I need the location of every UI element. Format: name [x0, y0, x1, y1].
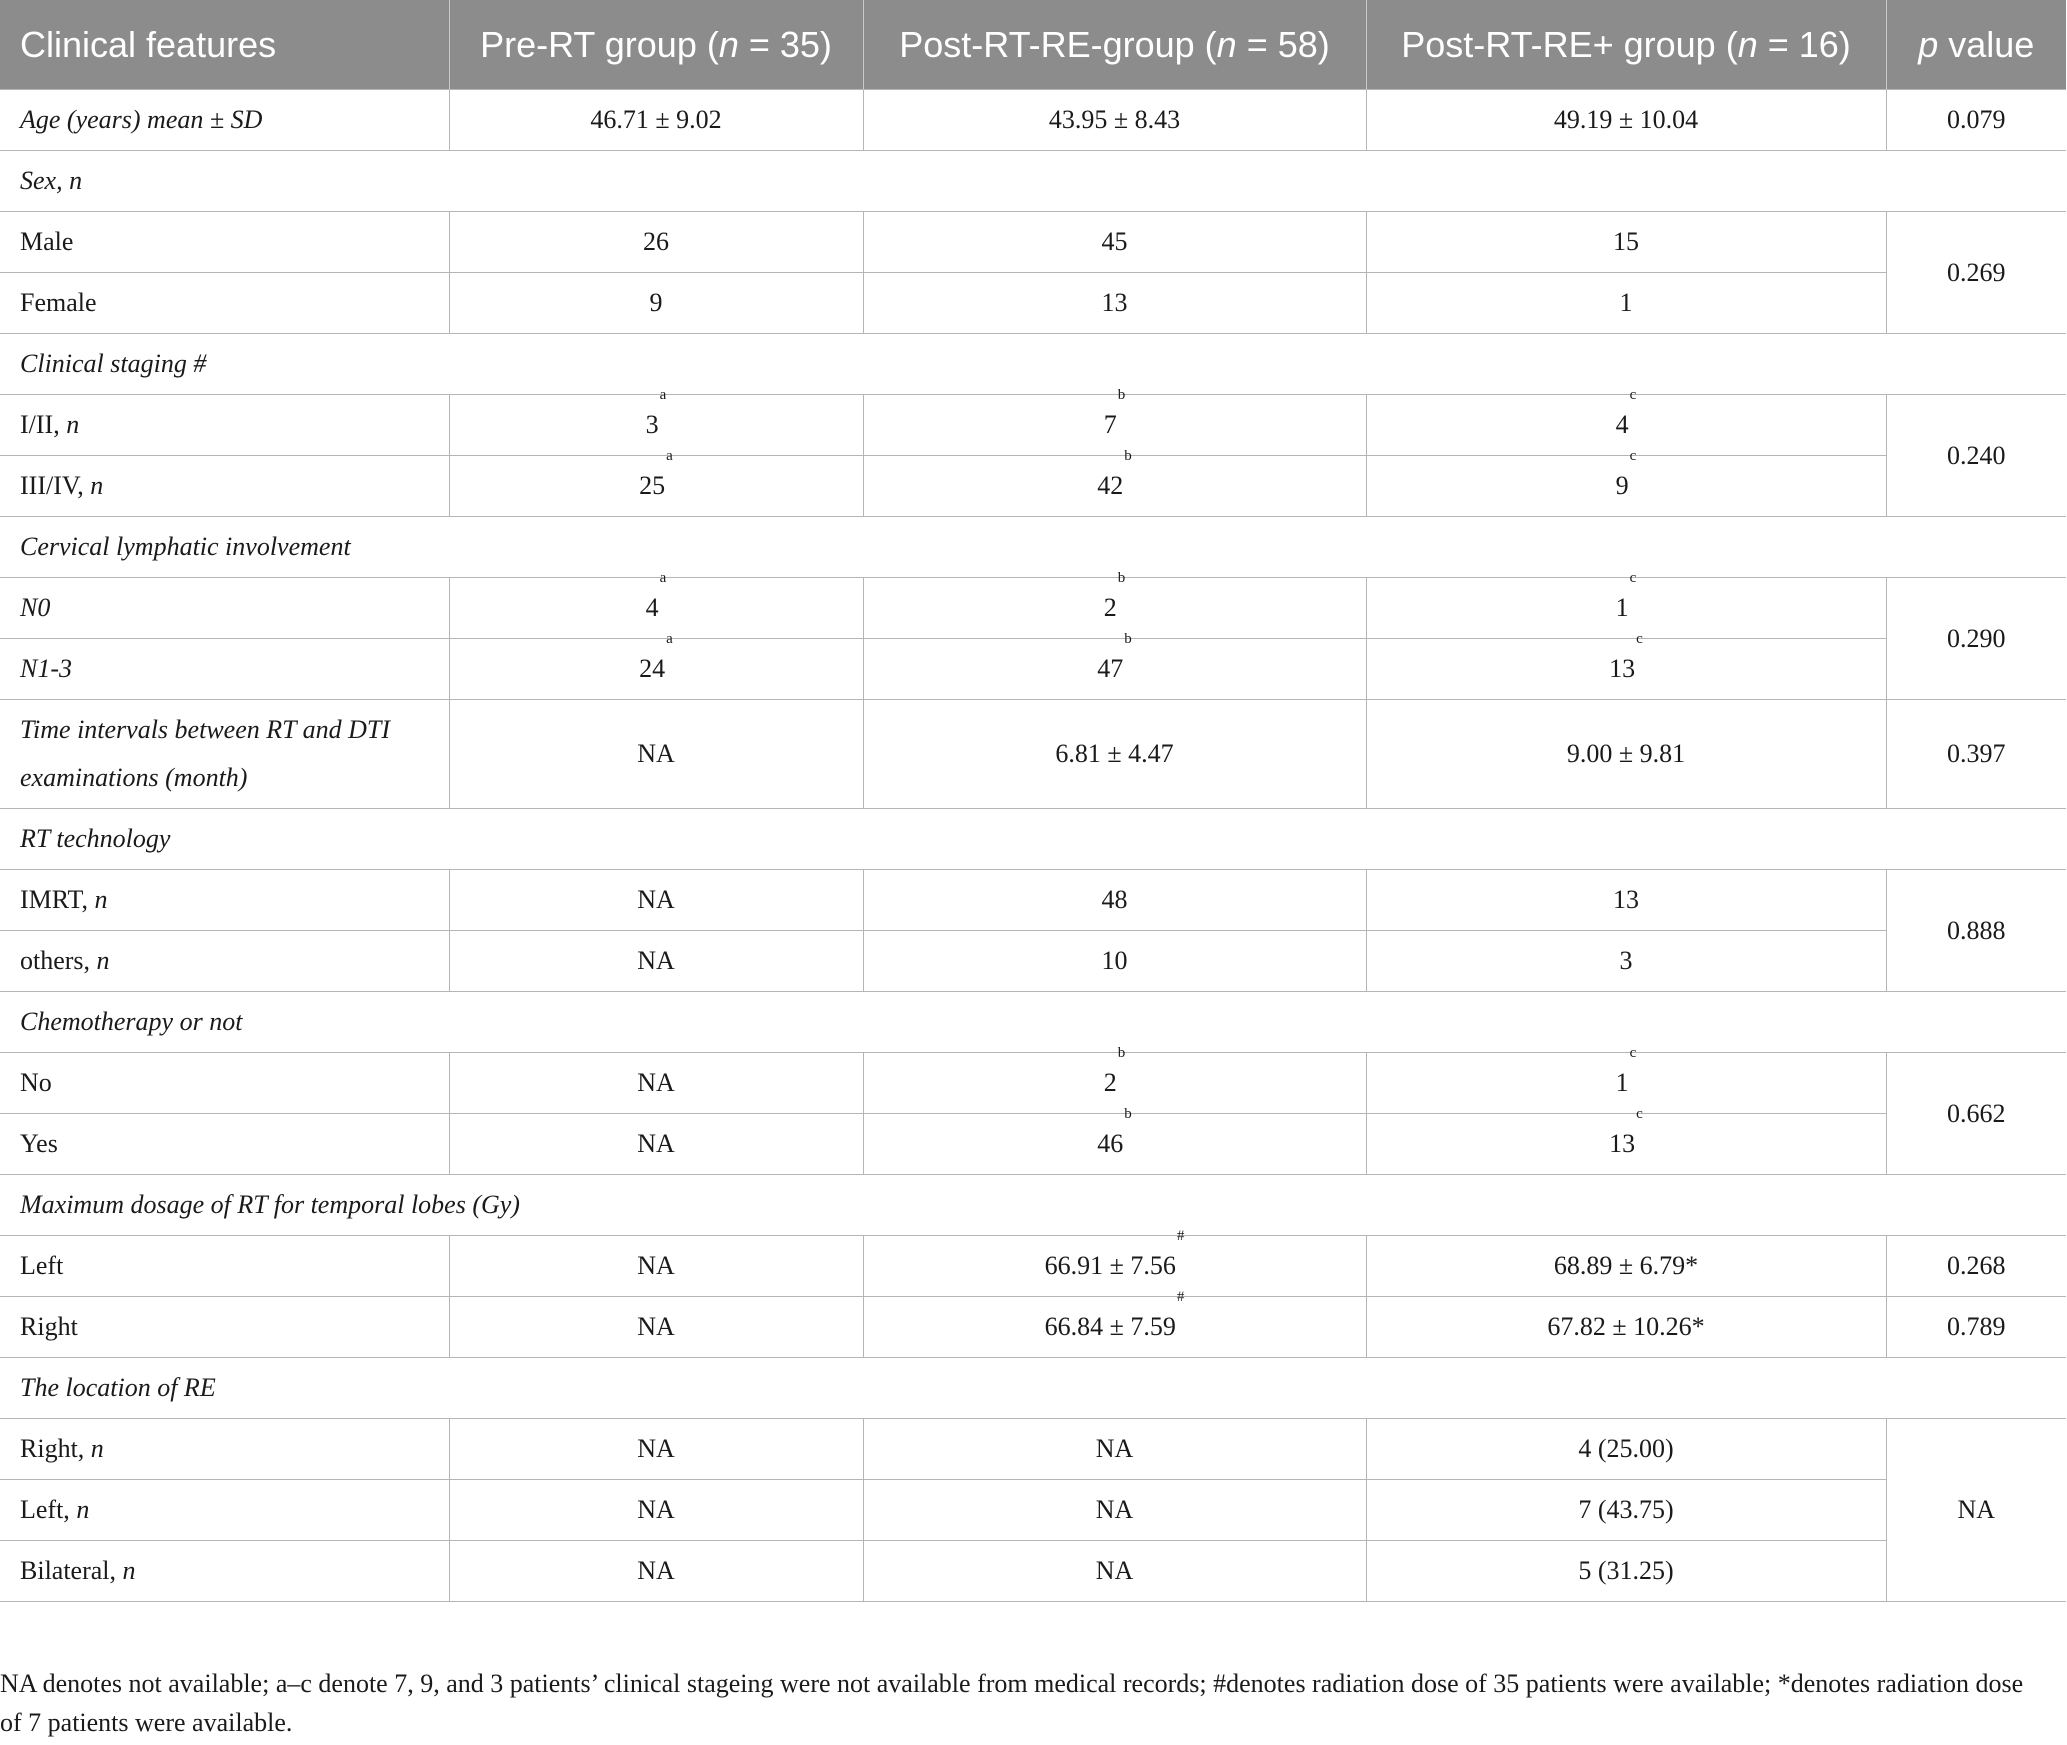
header-text: = 16): [1757, 23, 1851, 65]
table-footnote: NA denotes not available; a–c denote 7, 9, and 3 patients’ clinical stageing were not available from medical records; #denotes radiation dose of 35 patients were available; *denotes radiation dose of 7 patients were available.: [0, 1669, 2024, 1737]
table-row: [0, 870, 2066, 931]
post-rt-re-plus-value: [1366, 570, 1886, 639]
cell-value: NA: [637, 1556, 675, 1585]
table-row: [0, 1541, 2066, 1602]
section-label: Chemotherapy or not: [0, 992, 2066, 1053]
row-label: [0, 456, 449, 517]
post-rt-re-plus-value: [1366, 700, 1886, 809]
footnote-marker: a: [659, 570, 667, 586]
row-label-text: No: [20, 1068, 52, 1097]
p-value: 0.662: [1886, 1053, 2066, 1175]
footnote-marker: c: [1629, 448, 1637, 464]
table-row: [0, 931, 2066, 992]
post-rt-re-minus-value: [863, 387, 1366, 456]
post-rt-re-minus-value: [863, 631, 1366, 700]
footnote-marker: c: [1629, 570, 1637, 586]
footnote-marker: c: [1629, 1045, 1637, 1061]
table-row: [0, 1236, 2066, 1297]
row-label-text: N0: [20, 593, 51, 622]
table-row: [0, 1480, 2066, 1541]
header-pre-rt-group: [449, 0, 863, 90]
row-label-text: others,: [20, 946, 97, 975]
header-text: = 35): [738, 23, 832, 65]
row-label-text: Right: [20, 1312, 78, 1341]
header-p-value: [1886, 0, 2066, 90]
footnote-marker: b: [1117, 387, 1126, 403]
row-label-text: Time intervals between RT and DTI examinations (month): [20, 715, 391, 792]
pre-rt-value: [449, 448, 863, 517]
cell-value: 13: [1609, 1129, 1636, 1158]
row-label-symbol: n: [76, 1495, 90, 1524]
header-post-rt-re-minus-group: [863, 0, 1366, 90]
pre-rt-value: [449, 273, 863, 334]
header-text: Clinical features: [20, 23, 277, 65]
cell-value: NA: [637, 885, 675, 914]
cell-value: 24: [639, 654, 666, 683]
row-label-text: Bilateral,: [20, 1556, 123, 1585]
row-label: [0, 90, 449, 151]
cell-value: NA: [637, 739, 675, 768]
row-label-text: Age (years) mean ± SD: [20, 105, 263, 134]
post-rt-re-minus-value: [863, 1419, 1366, 1480]
cell-value: NA: [637, 1251, 675, 1280]
p-value: 0.269: [1886, 212, 2066, 334]
post-rt-re-plus-value: [1366, 1106, 1886, 1175]
pre-rt-value: [449, 700, 863, 809]
footnote-marker: c: [1629, 387, 1637, 403]
section-label: The location of RE: [0, 1358, 2066, 1419]
cell-value: 1: [1615, 1068, 1629, 1097]
row-label-text: Female: [20, 288, 97, 317]
cell-value: 45: [1101, 227, 1128, 256]
p-value: 0.290: [1886, 578, 2066, 700]
p-value: 0.397: [1886, 700, 2066, 809]
table-row: [0, 1114, 2066, 1175]
pre-rt-value: [449, 1053, 863, 1114]
post-rt-re-plus-value: [1366, 90, 1886, 151]
post-rt-re-plus-value: [1366, 387, 1886, 456]
header-text: Post-RT-RE-group (: [899, 23, 1217, 65]
post-rt-re-minus-value: [863, 1541, 1366, 1602]
row-label-text: Left: [20, 1251, 64, 1280]
table-row: [0, 273, 2066, 334]
row-label: [0, 578, 449, 639]
row-label: [0, 1419, 449, 1480]
header-text: = 58): [1236, 23, 1330, 65]
row-label-text: Right,: [20, 1434, 91, 1463]
post-rt-re-minus-value: [863, 1228, 1366, 1297]
cell-value: 10: [1101, 946, 1128, 975]
row-label: [0, 1114, 449, 1175]
p-value: 0.079: [1886, 90, 2066, 151]
table-row: [0, 395, 2066, 456]
pre-rt-value: [449, 570, 863, 639]
cell-value: 7: [1103, 410, 1117, 439]
table-row: [0, 700, 2066, 809]
header-post-rt-re-plus-group: [1366, 0, 1886, 90]
table-row: [0, 1053, 2066, 1114]
cell-value: 3: [1619, 946, 1633, 975]
row-label: [0, 1541, 449, 1602]
cell-value: 66.84 ± 7.59: [1044, 1312, 1176, 1341]
pre-rt-value: [449, 1297, 863, 1358]
cell-value: 26: [643, 227, 669, 256]
post-rt-re-minus-value: [863, 1289, 1366, 1358]
cell-value: NA: [637, 1068, 675, 1097]
post-rt-re-minus-value: [863, 212, 1366, 273]
row-label-text: N1-3: [20, 654, 72, 683]
cell-value: 4: [645, 593, 659, 622]
table-row: [0, 1297, 2066, 1358]
table-row: [0, 578, 2066, 639]
row-label: [0, 931, 449, 992]
row-label-symbol: n: [90, 471, 104, 500]
footnote-marker: #: [1176, 1228, 1185, 1244]
cell-value: 1: [1619, 288, 1633, 317]
section-label: Sex, n: [0, 151, 2066, 212]
row-label-symbol: n: [94, 885, 108, 914]
row-label: [0, 273, 449, 334]
cell-value: NA: [1095, 1556, 1134, 1585]
row-label-symbol: n: [90, 1434, 104, 1463]
cell-value: 43.95 ± 8.43: [1048, 105, 1181, 134]
cell-value: 49.19 ± 10.04: [1553, 105, 1699, 134]
header-symbol: n: [718, 23, 739, 65]
row-label-symbol: n: [122, 1556, 136, 1585]
row-label-text: Left,: [20, 1495, 77, 1524]
row-label-text: Yes: [20, 1129, 58, 1158]
cell-value: 68.89 ± 6.79*: [1553, 1251, 1699, 1280]
cell-value: 66.91 ± 7.56: [1044, 1251, 1176, 1280]
footnote-marker: c: [1636, 1106, 1643, 1122]
footnote-marker: #: [1176, 1289, 1185, 1305]
cell-value: 6.81 ± 4.47: [1055, 739, 1174, 768]
p-value: NA: [1886, 1419, 2066, 1602]
cell-value: 3: [645, 410, 659, 439]
section-row: [0, 1358, 2066, 1419]
table-row: [0, 456, 2066, 517]
pre-rt-value: [449, 387, 863, 456]
header-symbol: n: [1737, 23, 1758, 65]
footnote-marker: b: [1117, 1045, 1126, 1061]
row-label: [0, 1236, 449, 1297]
post-rt-re-minus-value: [863, 1106, 1366, 1175]
cell-value: 9: [1615, 471, 1629, 500]
post-rt-re-minus-value: [863, 870, 1366, 931]
post-rt-re-plus-value: [1366, 1419, 1886, 1480]
pre-rt-value: [449, 870, 863, 931]
post-rt-re-minus-value: [863, 1480, 1366, 1541]
post-rt-re-minus-value: [863, 1045, 1366, 1114]
post-rt-re-minus-value: [863, 700, 1366, 809]
section-row: [0, 809, 2066, 870]
post-rt-re-plus-value: [1366, 273, 1886, 334]
cell-value: NA: [637, 1312, 675, 1341]
cell-value: NA: [637, 1129, 675, 1158]
cell-value: NA: [637, 1495, 675, 1524]
pre-rt-value: [449, 631, 863, 700]
section-label: Clinical staging #: [0, 334, 2066, 395]
section-label: RT technology: [0, 809, 2066, 870]
cell-value: NA: [637, 1434, 675, 1463]
footnote-marker: a: [666, 448, 673, 464]
post-rt-re-minus-value: [863, 931, 1366, 992]
header-symbol: n: [1216, 23, 1237, 65]
post-rt-re-minus-value: [863, 448, 1366, 517]
row-label: [0, 212, 449, 273]
footnote-marker: b: [1124, 448, 1132, 464]
pre-rt-value: [449, 931, 863, 992]
pre-rt-value: [449, 90, 863, 151]
post-rt-re-plus-value: [1366, 448, 1886, 517]
footnote-marker: c: [1636, 631, 1643, 647]
cell-value: 2: [1103, 593, 1117, 622]
post-rt-re-plus-value: [1366, 212, 1886, 273]
table-row: [0, 1419, 2066, 1480]
p-value: 0.789: [1886, 1297, 2066, 1358]
header-symbol: p: [1918, 23, 1939, 65]
pre-rt-value: [449, 212, 863, 273]
post-rt-re-plus-value: [1366, 1236, 1886, 1297]
table-header-row: [0, 0, 2066, 90]
row-label: [0, 700, 449, 809]
p-value: 0.888: [1886, 870, 2066, 992]
row-label: [0, 1297, 449, 1358]
pre-rt-value: [449, 1541, 863, 1602]
cell-value: NA: [1095, 1495, 1134, 1524]
cell-value: 67.82 ± 10.26*: [1547, 1312, 1705, 1341]
row-label: [0, 1053, 449, 1114]
cell-value: 15: [1613, 227, 1639, 256]
cell-value: 48: [1101, 885, 1128, 914]
cell-value: 4: [1615, 410, 1629, 439]
row-label-text: III/IV,: [20, 471, 91, 500]
cell-value: 2: [1103, 1068, 1117, 1097]
post-rt-re-minus-value: [863, 90, 1366, 151]
section-row: [0, 517, 2066, 578]
row-label-symbol: n: [66, 410, 80, 439]
header-clinical-features: [0, 0, 449, 90]
footnote-marker: b: [1117, 570, 1126, 586]
section-row: [0, 1175, 2066, 1236]
cell-value: 1: [1615, 593, 1629, 622]
cell-value: NA: [1095, 1434, 1134, 1463]
cell-value: 13: [1609, 654, 1636, 683]
post-rt-re-minus-value: [863, 273, 1366, 334]
cell-value: 5 (31.25): [1578, 1556, 1674, 1585]
header-text: Pre-RT group (: [480, 23, 719, 65]
post-rt-re-plus-value: [1366, 1541, 1886, 1602]
post-rt-re-plus-value: [1366, 1297, 1886, 1358]
table-row: [0, 90, 2066, 151]
post-rt-re-plus-value: [1366, 631, 1886, 700]
section-label: Maximum dosage of RT for temporal lobes (Gy): [0, 1175, 2066, 1236]
cell-value: 25: [639, 471, 666, 500]
pre-rt-value: [449, 1236, 863, 1297]
row-label: [0, 639, 449, 700]
post-rt-re-plus-value: [1366, 1480, 1886, 1541]
table-row: [0, 639, 2066, 700]
footnote-marker: b: [1124, 1106, 1132, 1122]
cell-value: 47: [1097, 654, 1124, 683]
post-rt-re-plus-value: [1366, 870, 1886, 931]
post-rt-re-plus-value: [1366, 931, 1886, 992]
section-row: [0, 151, 2066, 212]
table-row: [0, 212, 2066, 273]
post-rt-re-plus-value: [1366, 1045, 1886, 1114]
row-label: [0, 870, 449, 931]
p-value: 0.268: [1886, 1236, 2066, 1297]
section-row: [0, 334, 2066, 395]
footnote-marker: a: [659, 387, 667, 403]
pre-rt-value: [449, 1480, 863, 1541]
cell-value: 13: [1613, 885, 1639, 914]
row-label-symbol: n: [96, 946, 110, 975]
cell-value: 46: [1097, 1129, 1124, 1158]
cell-value: 42: [1097, 471, 1124, 500]
row-label: [0, 395, 449, 456]
cell-value: NA: [637, 946, 675, 975]
cell-value: 13: [1101, 288, 1128, 317]
cell-value: 9: [649, 288, 663, 317]
section-label: Cervical lymphatic involvement: [0, 517, 2066, 578]
pre-rt-value: [449, 1114, 863, 1175]
row-label-text: I/II,: [20, 410, 67, 439]
header-text: Post-RT-RE+ group (: [1401, 23, 1738, 65]
cell-value: 7 (43.75): [1578, 1495, 1674, 1524]
section-row: [0, 992, 2066, 1053]
footnote-marker: b: [1124, 631, 1132, 647]
row-label-text: IMRT,: [20, 885, 95, 914]
cell-value: 46.71 ± 9.02: [590, 105, 722, 134]
post-rt-re-minus-value: [863, 570, 1366, 639]
cell-value: 4 (25.00): [1578, 1434, 1674, 1463]
p-value: 0.240: [1886, 395, 2066, 517]
header-text: value: [1938, 23, 2035, 65]
cell-value: 9.00 ± 9.81: [1566, 739, 1686, 768]
row-label: [0, 1480, 449, 1541]
footnote-marker: a: [666, 631, 673, 647]
pre-rt-value: [449, 1419, 863, 1480]
row-label-text: Male: [20, 227, 74, 256]
